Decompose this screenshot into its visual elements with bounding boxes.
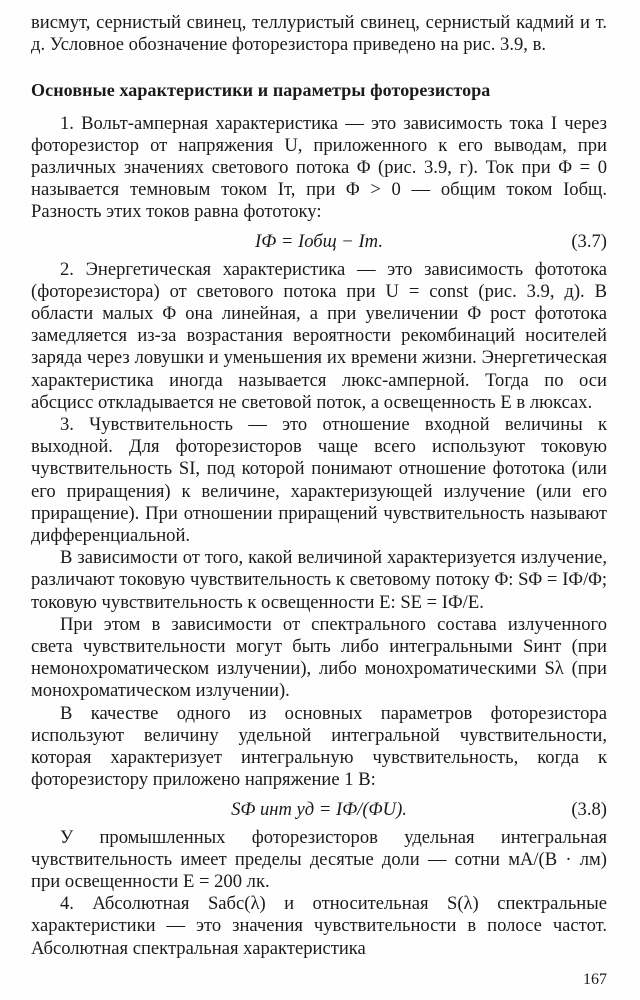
paragraph-sensitivity-types: В зависимости от того, какой величиной характеризуется излучение, различают токовую чувствительность к световому потоку Φ: SΦ = IФ/Φ; токовую чувствительность к освещенности E: SE = IФ/E. <box>31 547 607 613</box>
formula-3-7 <box>31 226 607 258</box>
paragraph-sensitivity: 3. Чувствительность — это отношение входной величины к выходной. Для фоторезисторов чаще всего используют токовую чувствительность SI, под которой понимают отношение фототока (или его приращения) к величине, характеризующей излучение (или его приращение). При отношении приращений чувствительность называют дифференциальной. <box>31 414 607 547</box>
formula-expression: SФ инт уд = IФ/(ΦU). <box>231 798 407 820</box>
paragraph-spectral-characteristics: 4. Абсолютная Sабс(λ) и относительная S(λ) спектральные характеристики — это значения чувствительности в полосе частот. Абсолютная спектральная характеристика <box>31 893 607 959</box>
section-heading: Основные характеристики и параметры фоторезистора <box>31 80 491 101</box>
paragraph-industrial-values: У промышленных фоторезисторов удельная интегральная чувствительность имеет пределы десятые доли — сотни мА/(В · лм) при освещенности E = 200 лк. <box>31 826 607 892</box>
page-number: 167 <box>583 970 607 988</box>
text-column <box>31 12 607 960</box>
formula-expression: IФ = Iобщ − Iт. <box>255 230 383 252</box>
continued-paragraph: висмут, сернистый свинец, теллуристый свинец, сернистый кадмий и т. д. Условное обозначение фоторезистора приведено на рис. 3.9, в. <box>31 12 607 56</box>
paragraph-specific-sensitivity: В качестве одного из основных параметров фоторезистора используют величину удельной интегральной чувствительности, которая характеризует интегральную чувствительность, когда к фоторезистору приложено напряжение 1 В: <box>31 702 607 791</box>
formula-3-8 <box>31 794 607 826</box>
paragraph-current-voltage: 1. Вольт-амперная характеристика — это зависимость тока I через фоторезистор от напряжения U, приложенного к его выводам, при различных значениях светового потока Φ (рис. 3.9, г). Ток при Φ = 0 называется темновым током Iт, при Φ > 0 — общим током Iобщ. Разность этих токов равна фототоку: <box>31 112 607 223</box>
paragraph-spectral-composition: При этом в зависимости от спектрального состава излученного света чувствительности могут быть либо интегральными Sинт (при немонохроматическом излучении), либо монохроматическими Sλ (при монохроматическом излучении). <box>31 613 607 702</box>
equation-number: (3.8) <box>571 798 607 820</box>
equation-number: (3.7) <box>571 230 607 252</box>
paragraph-energy-characteristic: 2. Энергетическая характеристика — это зависимость фототока (фоторезистора) от светового потока при U = const (рис. 3.9, д). В области малых Φ она линейная, а при увеличении Φ рост фототока замедляется из-за возрастания вероятности рекомбинаций носителей заряда через ловушки и уменьшения их времени жизни. Энергетическая характеристика иногда называется люкс-амперной. Тогда по оси абсцисс откладывается не световой поток, а освещенность E в люксах. <box>31 258 607 413</box>
